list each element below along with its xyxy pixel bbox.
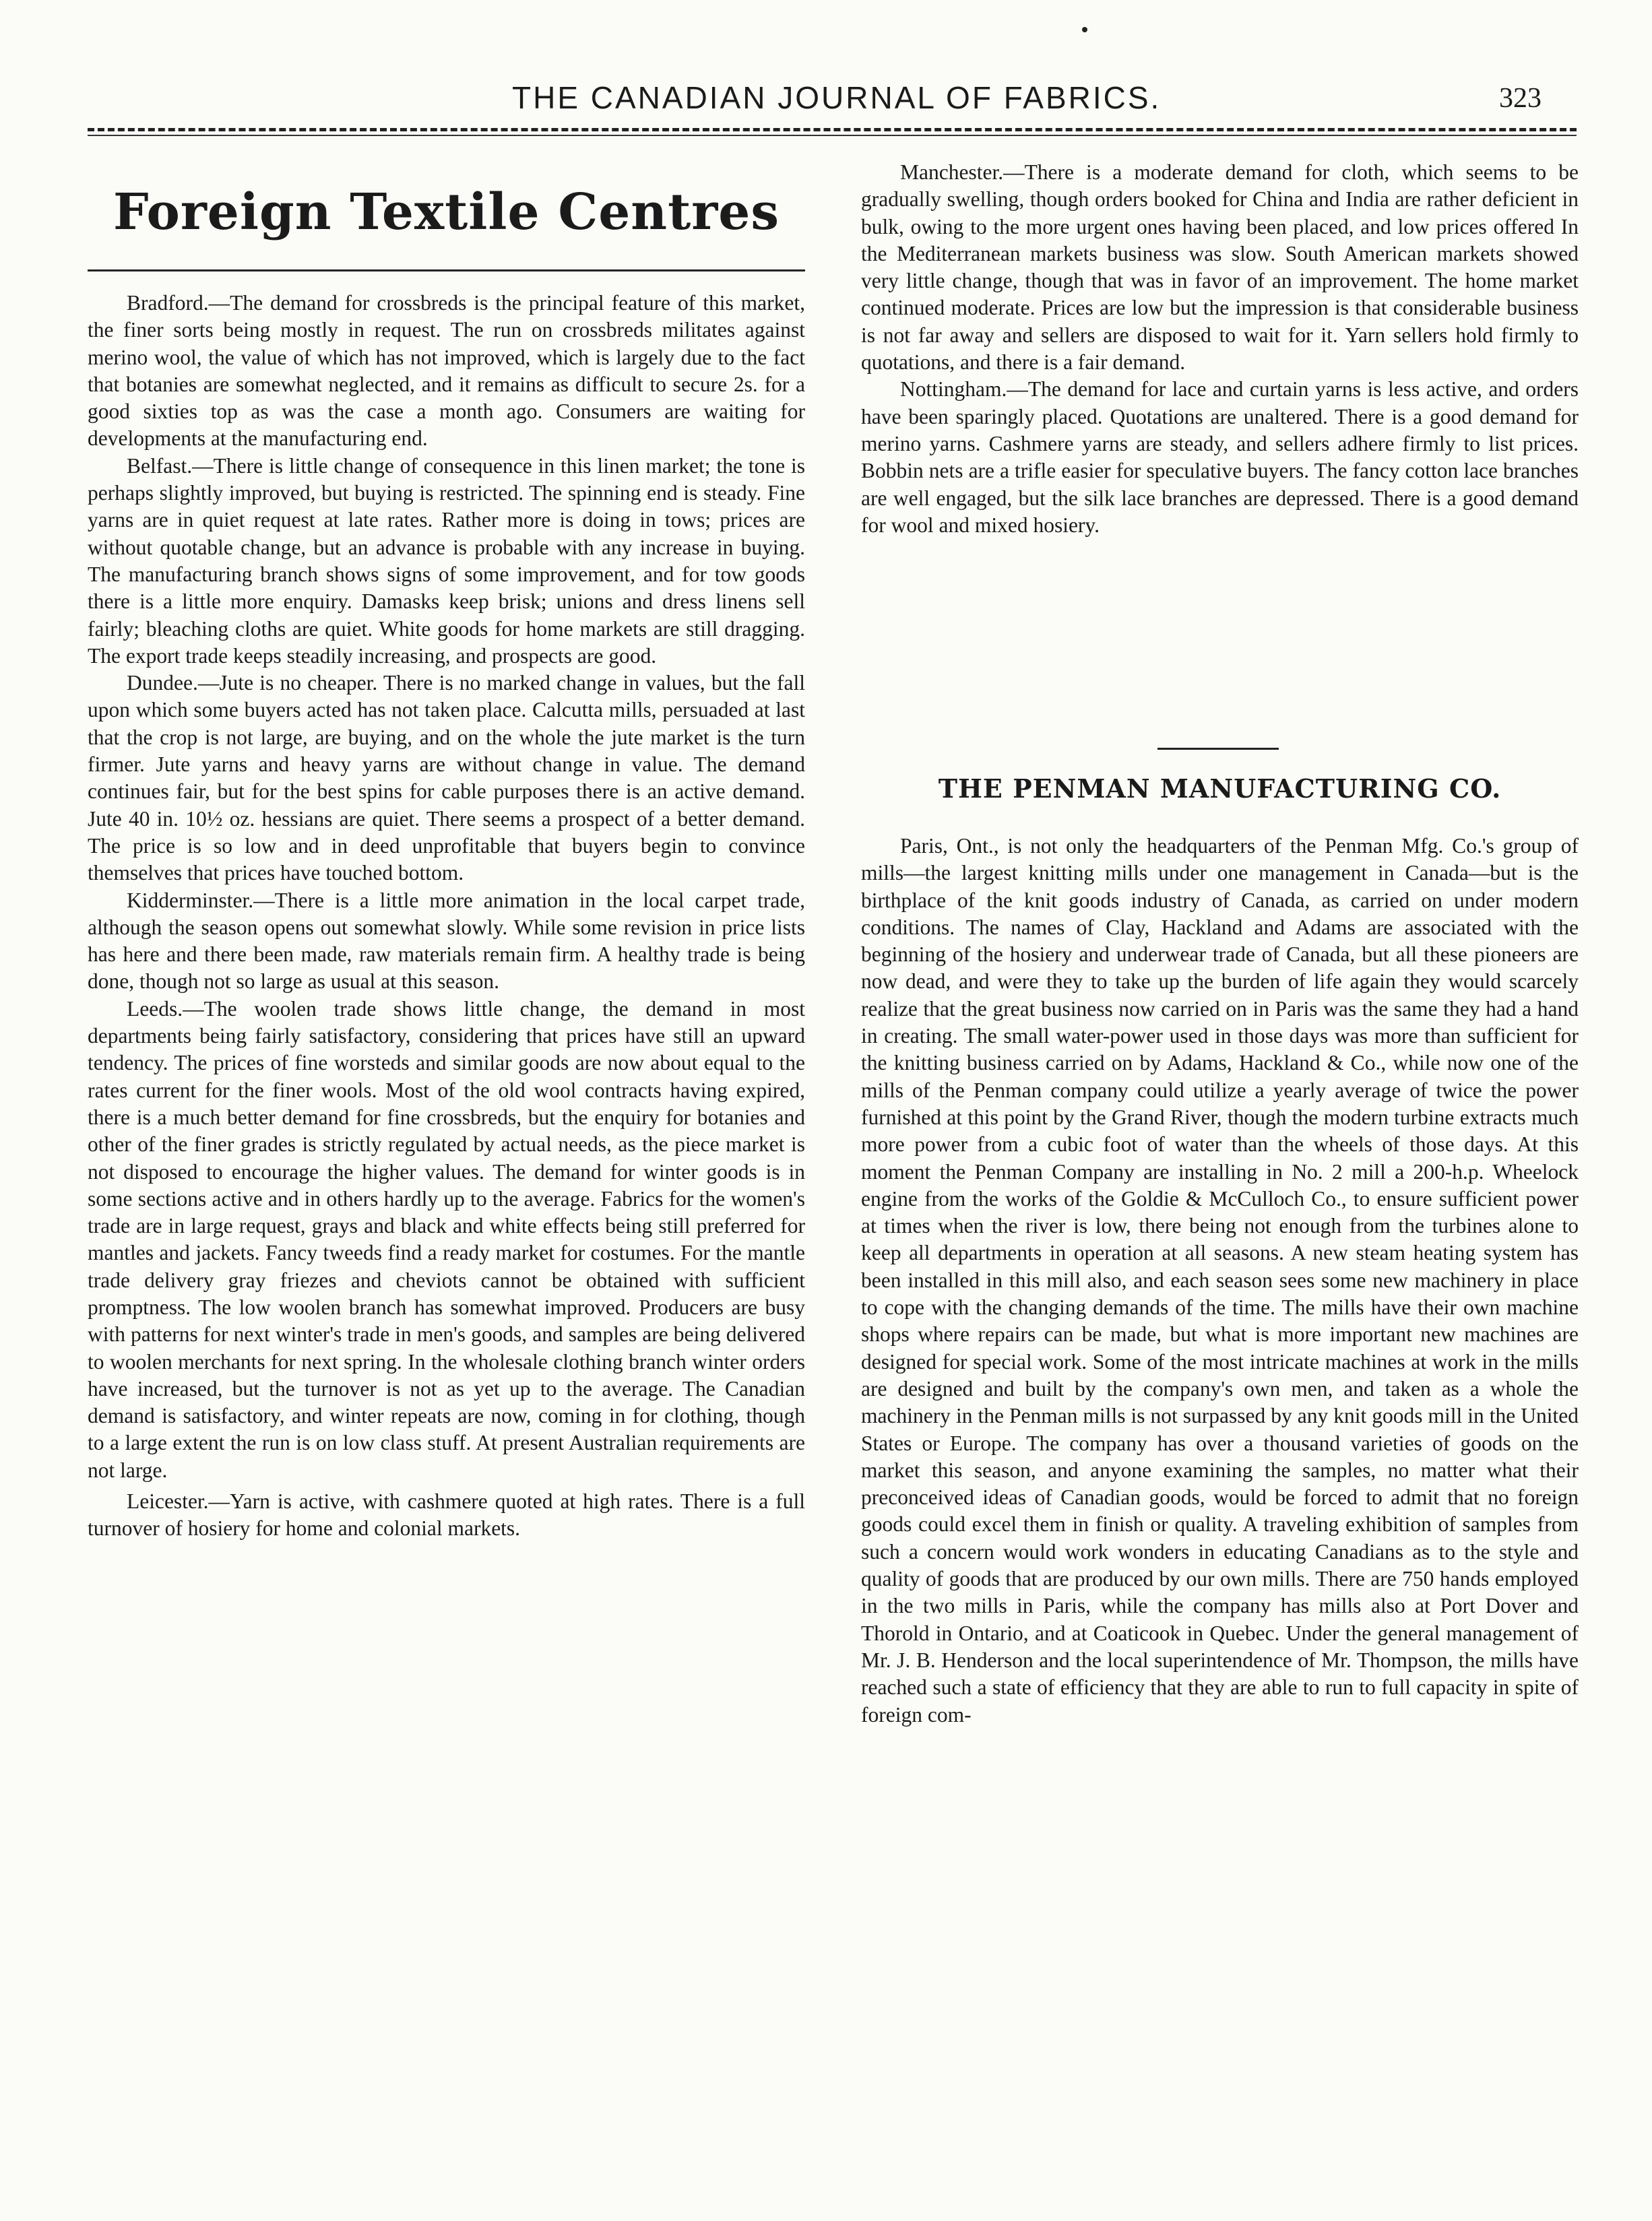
article-title: THE PENMAN MANUFACTURING CO. (938, 773, 1502, 804)
right-column-article (861, 833, 1579, 1729)
paragraph-bradford: Bradford.—The demand for crossbreds is the principal feature of this market, the finer sorts being mostly in request. The run on crossbreds militates against merino wool, the value of which has not improved, which is largely due to the fact that botanies are somewhat neglected, and it remains as difficult to secure 2s. for a good sixties top as was the case a month ago. Consumers are waiting for developments at the manufacturing end. (88, 291, 805, 451)
paragraph-leicester: Leicester.—Yarn is active, with cashmere quoted at high rates. There is a full turnover of hosiery for home and colonial markets. (88, 1489, 805, 1541)
article-divider (1157, 748, 1279, 750)
paragraph-dundee: Dundee.—Jute is no cheaper. There is no marked change in values, but the fall upon which some buyers acted has not taken place. Calcutta mills, persuaded at last that the crop is not large, are buying, and on the whole the jute market is the turn firmer. Jute yarns and heavy yarns are without change in value. The demand continues fair, but for the best spins for cable purposes there is an active demand. Jute 40 in. 10½ oz. hessians are quiet. There seems a prospect of a better demand. The price is so low and in deed unprofitable that buyers begin to convince themselves that prices have touched bottom. (88, 671, 805, 885)
paragraph-leeds: Leeds.—The woolen trade shows little change, the demand in most departments being fairly satisfactory, considering that prices have still an upward tendency. The prices of fine worsteds and similar goods are now about equal to the rates current for the finer wools. Most of the old wool contracts having expired, there is a much better demand for fine crossbreds, but the enquiry for botanies and other of the finer grades is strictly regulated by actual needs, as the piece market is not disposed to encourage the higher values. The demand for winter goods is in some sections active and in others hardly up to the average. Fabrics for the women's trade are in large request, grays and black and white effects being still preferred for mantles and jackets. Fancy tweeds find a ready market for costumes. For the mantle trade delivery gray friezes and cheviots cannot be obtained with sufficient promptness. The low woolen branch has somewhat improved. Producers are busy with patterns for next winter's trade in men's goods, and samples are being delivered to woolen merchants for next spring. In the wholesale clothing branch winter orders have increased, but the turnover is not as yet up to the average. The Canadian demand is satisfactory, and winter repeats are now, coming in for clothing, though to a large extent the run is on low class stuff. At present Australian requirements are not large. (88, 996, 805, 1482)
section-title: Foreign Textile Centres (113, 183, 780, 241)
print-speck (1082, 27, 1087, 32)
left-column (88, 290, 805, 1543)
page-number: 323 (1499, 83, 1542, 114)
paragraph-nottingham: Nottingham.—The demand for lace and curtain yarns is less active, and orders have been sparingly placed. Quotations are unaltered. There is a good demand for merino yarns. Cashmere yarns are steady, and sellers adhere firmly to list prices. Bobbin nets are a trifle easier for speculative buyers. The fancy cotton lace branches are well engaged, but the silk lace branches are depressed. There is a good demand for wool and mixed hosiery. (861, 377, 1579, 537)
journal-title: THE CANADIAN JOURNAL OF FABRICS. (512, 80, 1162, 115)
paragraph-penman: Paris, Ont., is not only the headquarters of the Penman Mfg. Co.'s group of mills—the largest knitting mills under one management in Canada—but is the birthplace of the knit goods industry of Canada, as carried on under modern conditions. The names of Clay, Hackland and Adams are associated with the beginning of the hosiery and underwear trade of Canada, but all these pioneers are now dead, and were they to take up the burden of life again they would scarcely realize that the great business now carried on in Paris was the same they had a hand in creating. The small water-power used in those days was more than sufficient for the knitting business carried on by Adams, Hackland & Co., while now one of the mills of the Penman company could utilize a yearly average of twice the power furnished at this point by the Grand River, though the modern turbine extracts much more power from a cubic foot of water than the wheels of those days. At this moment the Penman Company are installing in No. 2 mill a 200-h.p. Wheelock engine from the works of the Goldie & McCulloch Co., to ensure sufficient power at times when the river is low, there being not enough from the turbines alone to keep all departments in operation at all seasons. A new steam heating system has been installed in this mill also, and each season sees some new machinery in place to cope with the changing demands of the time. The mills have their own machine shops where repairs can be made, but what is more important new machines are designed for special work. Some of the most intricate machines at work in the mills are designed and built by the company's own men, and taken as a whole the machinery in the Penman mills is not surpassed by any knit goods mill in the United States or Europe. The company has over a thousand varieties of goods on the market this season, and anyone examining the samples, no matter what their preconceived ideas of Canadian goods, would be forced to admit that no foreign goods could excel them in finish or quality. A traveling exhibition of samples from such a concern would work wonders in educating Canadians as to the style and quality of goods that are produced by our own mills. There are 750 hands employed in the two mills in Paris, while the company has mills also at Port Dover and Thorold in Ontario, and at Coaticook in Quebec. Under the general management of Mr. J. B. Henderson and the local superintendence of Mr. Thompson, the mills have reached such a state of efficiency that they are able to run to full capacity in spite of foreign com- (861, 834, 1579, 1727)
header-rule-thin (88, 135, 1577, 136)
section-rule (88, 269, 805, 271)
paragraph-manchester: Manchester.—There is a moderate demand for cloth, which seems to be gradually swelling, though orders booked for China and India are rather deficient in bulk, owing to the more urgent ones having been placed, and low prices offered In the Mediterranean markets business was slow. South American markets showed very little change, though that was in favor of an improvement. The home market continued moderate. Prices are low but the impression is that considerable business is not far away and sellers are disposed to wait for it. Yarn sellers hold firmly to quotations, and there is a fair demand. (861, 160, 1579, 375)
right-column-top (861, 159, 1579, 539)
header-rule (88, 128, 1577, 131)
running-head (0, 79, 1652, 120)
paragraph-kidderminster: Kidderminster.—There is a little more animation in the local carpet trade, although the season opens out somewhat slowly. While some revision in price lists has here and there been made, raw materials remain firm. A healthy trade is being done, though not so large as usual at this season. (88, 888, 805, 994)
paragraph-belfast: Belfast.—There is little change of consequence in this linen market; the tone is perhaps slightly improved, but buying is restricted. The spinning end is steady. Fine yarns are in quiet request at late rates. Rather more is doing in tows; prices are without quotable change, but an advance is probable with any increase in buying. The manufacturing branch shows signs of some improvement, and for tow goods there is a little more enquiry. Damasks keep brisk; unions and dress linens sell fairly; bleaching cloths are quiet. White goods for home markets are still dragging. The export trade keeps steadily increasing, and prospects are good. (88, 453, 805, 668)
